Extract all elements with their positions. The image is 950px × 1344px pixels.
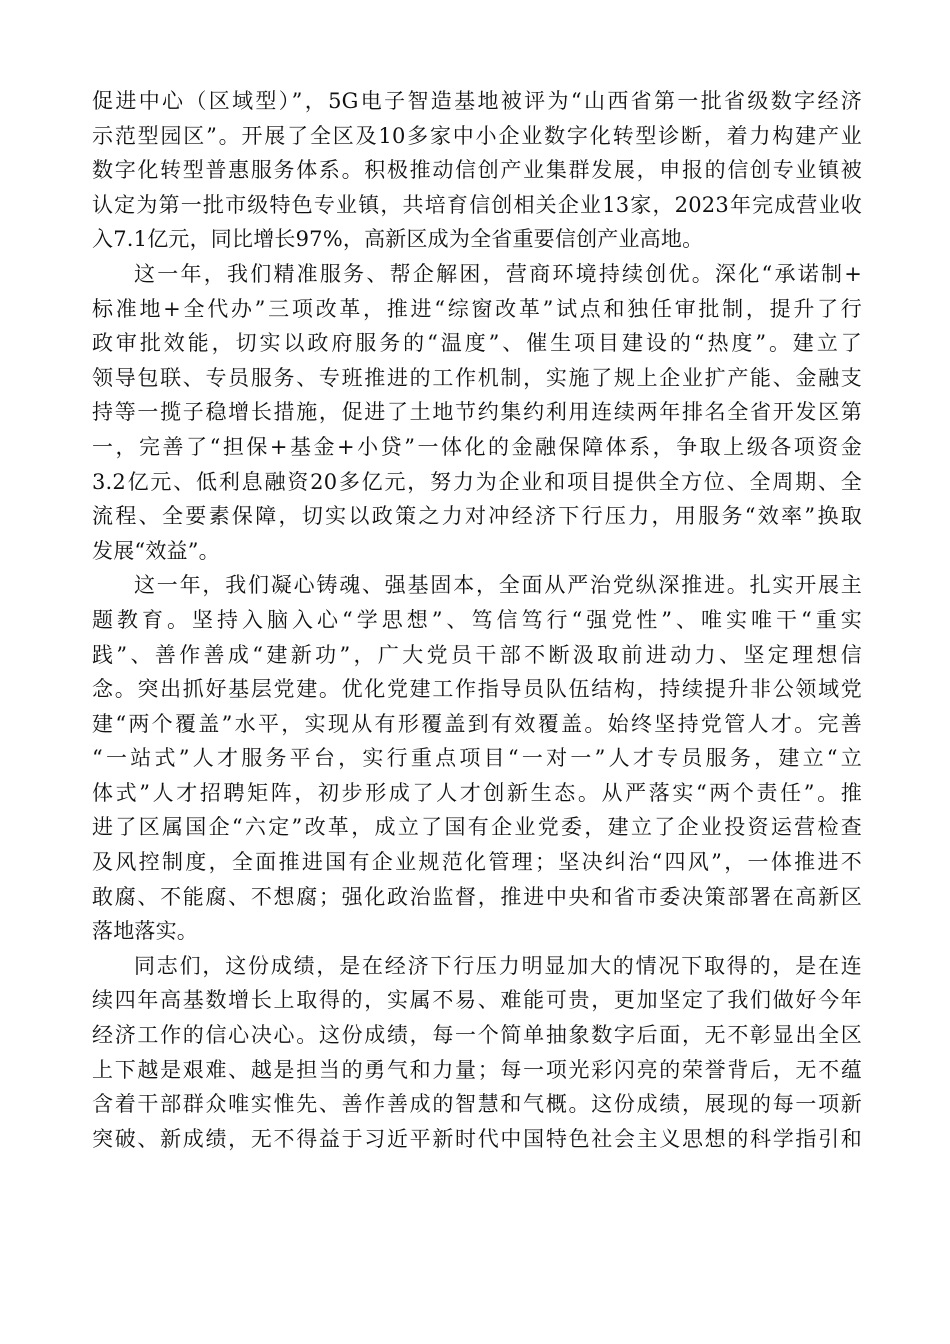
text-line: 持等一揽子稳增长措施，促进了土地节约集约利用连续两年排名全省开发区第 bbox=[92, 400, 862, 425]
text-line: 入7.1亿元，同比增长97%，高新区成为全省重要信创产业高地。 bbox=[92, 227, 704, 252]
paragraph-first-line: 这一年，我们精准服务、帮企解困，营商环境持续创优。深化“承诺制+ bbox=[134, 261, 862, 286]
text-line: 进了区属国企“六定”改革，成立了国有企业党委，建立了企业投资运营检查 bbox=[92, 815, 862, 840]
text-line: 3.2亿元、低利息融资20多亿元，努力为企业和项目提供全方位、全周期、全 bbox=[92, 469, 862, 494]
text-line: 践”、善作善成“建新功”，广大党员干部不断汲取前进动力、坚定理想信 bbox=[92, 642, 862, 667]
text-line: 领导包联、专员服务、专班推进的工作机制，实施了规上企业扩产能、金融支 bbox=[92, 365, 862, 390]
text-line: 突破、新成绩，无不得益于习近平新时代中国特色社会主义思想的科学指引和 bbox=[92, 1126, 862, 1151]
text-line: 敢腐、不能腐、不想腐；强化政治监督，推进中央和省市委决策部署在高新区 bbox=[92, 884, 862, 909]
text-line: 政审批效能，切实以政府服务的“温度”、催生项目建设的“热度”。建立了 bbox=[92, 331, 862, 356]
paragraph-first-line: 这一年，我们凝心铸魂、强基固本，全面从严治党纵深推进。扎实开展主 bbox=[134, 573, 862, 598]
text-line: 一，完善了“担保+基金+小贷”一体化的金融保障体系，争取上级各项资金 bbox=[92, 434, 862, 459]
text-line: 示范型园区”。开展了全区及10多家中小企业数字化转型诊断，着力构建产业 bbox=[92, 123, 862, 148]
text-line: 及风控制度，全面推进国有企业规范化管理；坚决纠治“四风”，一体推进不 bbox=[92, 850, 862, 875]
paragraph-first-line: 同志们，这份成绩，是在经济下行压力明显加大的情况下取得的，是在连 bbox=[134, 953, 862, 978]
text-line: 含着干部群众唯实惟先、善作善成的智慧和气概。这份成绩，展现的每一项新 bbox=[92, 1092, 862, 1117]
text-line: 经济工作的信心决心。这份成绩，每一个简单抽象数字后面，无不彰显出全区 bbox=[92, 1023, 862, 1048]
text-line: 题教育。坚持入脑入心“学思想”、笃信笃行“强党性”、唯实唯干“重实 bbox=[92, 607, 862, 632]
text-line: 标准地+全代办”三项改革，推进“综窗改革”试点和独任审批制，提升了行 bbox=[92, 296, 862, 321]
text-line: 流程、全要素保障，切实以政策之力对冲经济下行压力，用服务“效率”换取 bbox=[92, 504, 862, 529]
text-line: 续四年高基数增长上取得的，实属不易、难能可贵，更加坚定了我们做好今年 bbox=[92, 988, 862, 1013]
text-line: 体式”人才招聘矩阵，初步形成了人才创新生态。从严落实“两个责任”。推 bbox=[92, 780, 862, 805]
text-line: 促进中心（区域型）”，5G电子智造基地被评为“山西省第一批省级数字经济 bbox=[92, 89, 862, 113]
text-line: 落地落实。 bbox=[92, 919, 198, 944]
text-line: 发展“效益”。 bbox=[92, 538, 220, 563]
text-line: 建“两个覆盖”水平，实现从有形覆盖到有效覆盖。始终坚持党管人才。完善 bbox=[92, 711, 862, 736]
text-line: “一站式”人才服务平台，实行重点项目“一对一”人才专员服务，建立“立 bbox=[92, 746, 862, 771]
text-line: 认定为第一批市级特色专业镇，共培育信创相关企业13家，2023年完成营业收 bbox=[92, 192, 862, 217]
text-line: 数字化转型普惠服务体系。积极推动信创产业集群发展，申报的信创专业镇被 bbox=[92, 158, 862, 183]
text-line: 念。突出抓好基层党建。优化党建工作指导员队伍结构，持续提升非公领域党 bbox=[92, 677, 862, 702]
body-text bbox=[92, 84, 862, 1156]
text-line: 上下越是艰难、越是担当的勇气和力量；每一项光彩闪亮的荣誉背后，无不蕴 bbox=[92, 1057, 862, 1082]
